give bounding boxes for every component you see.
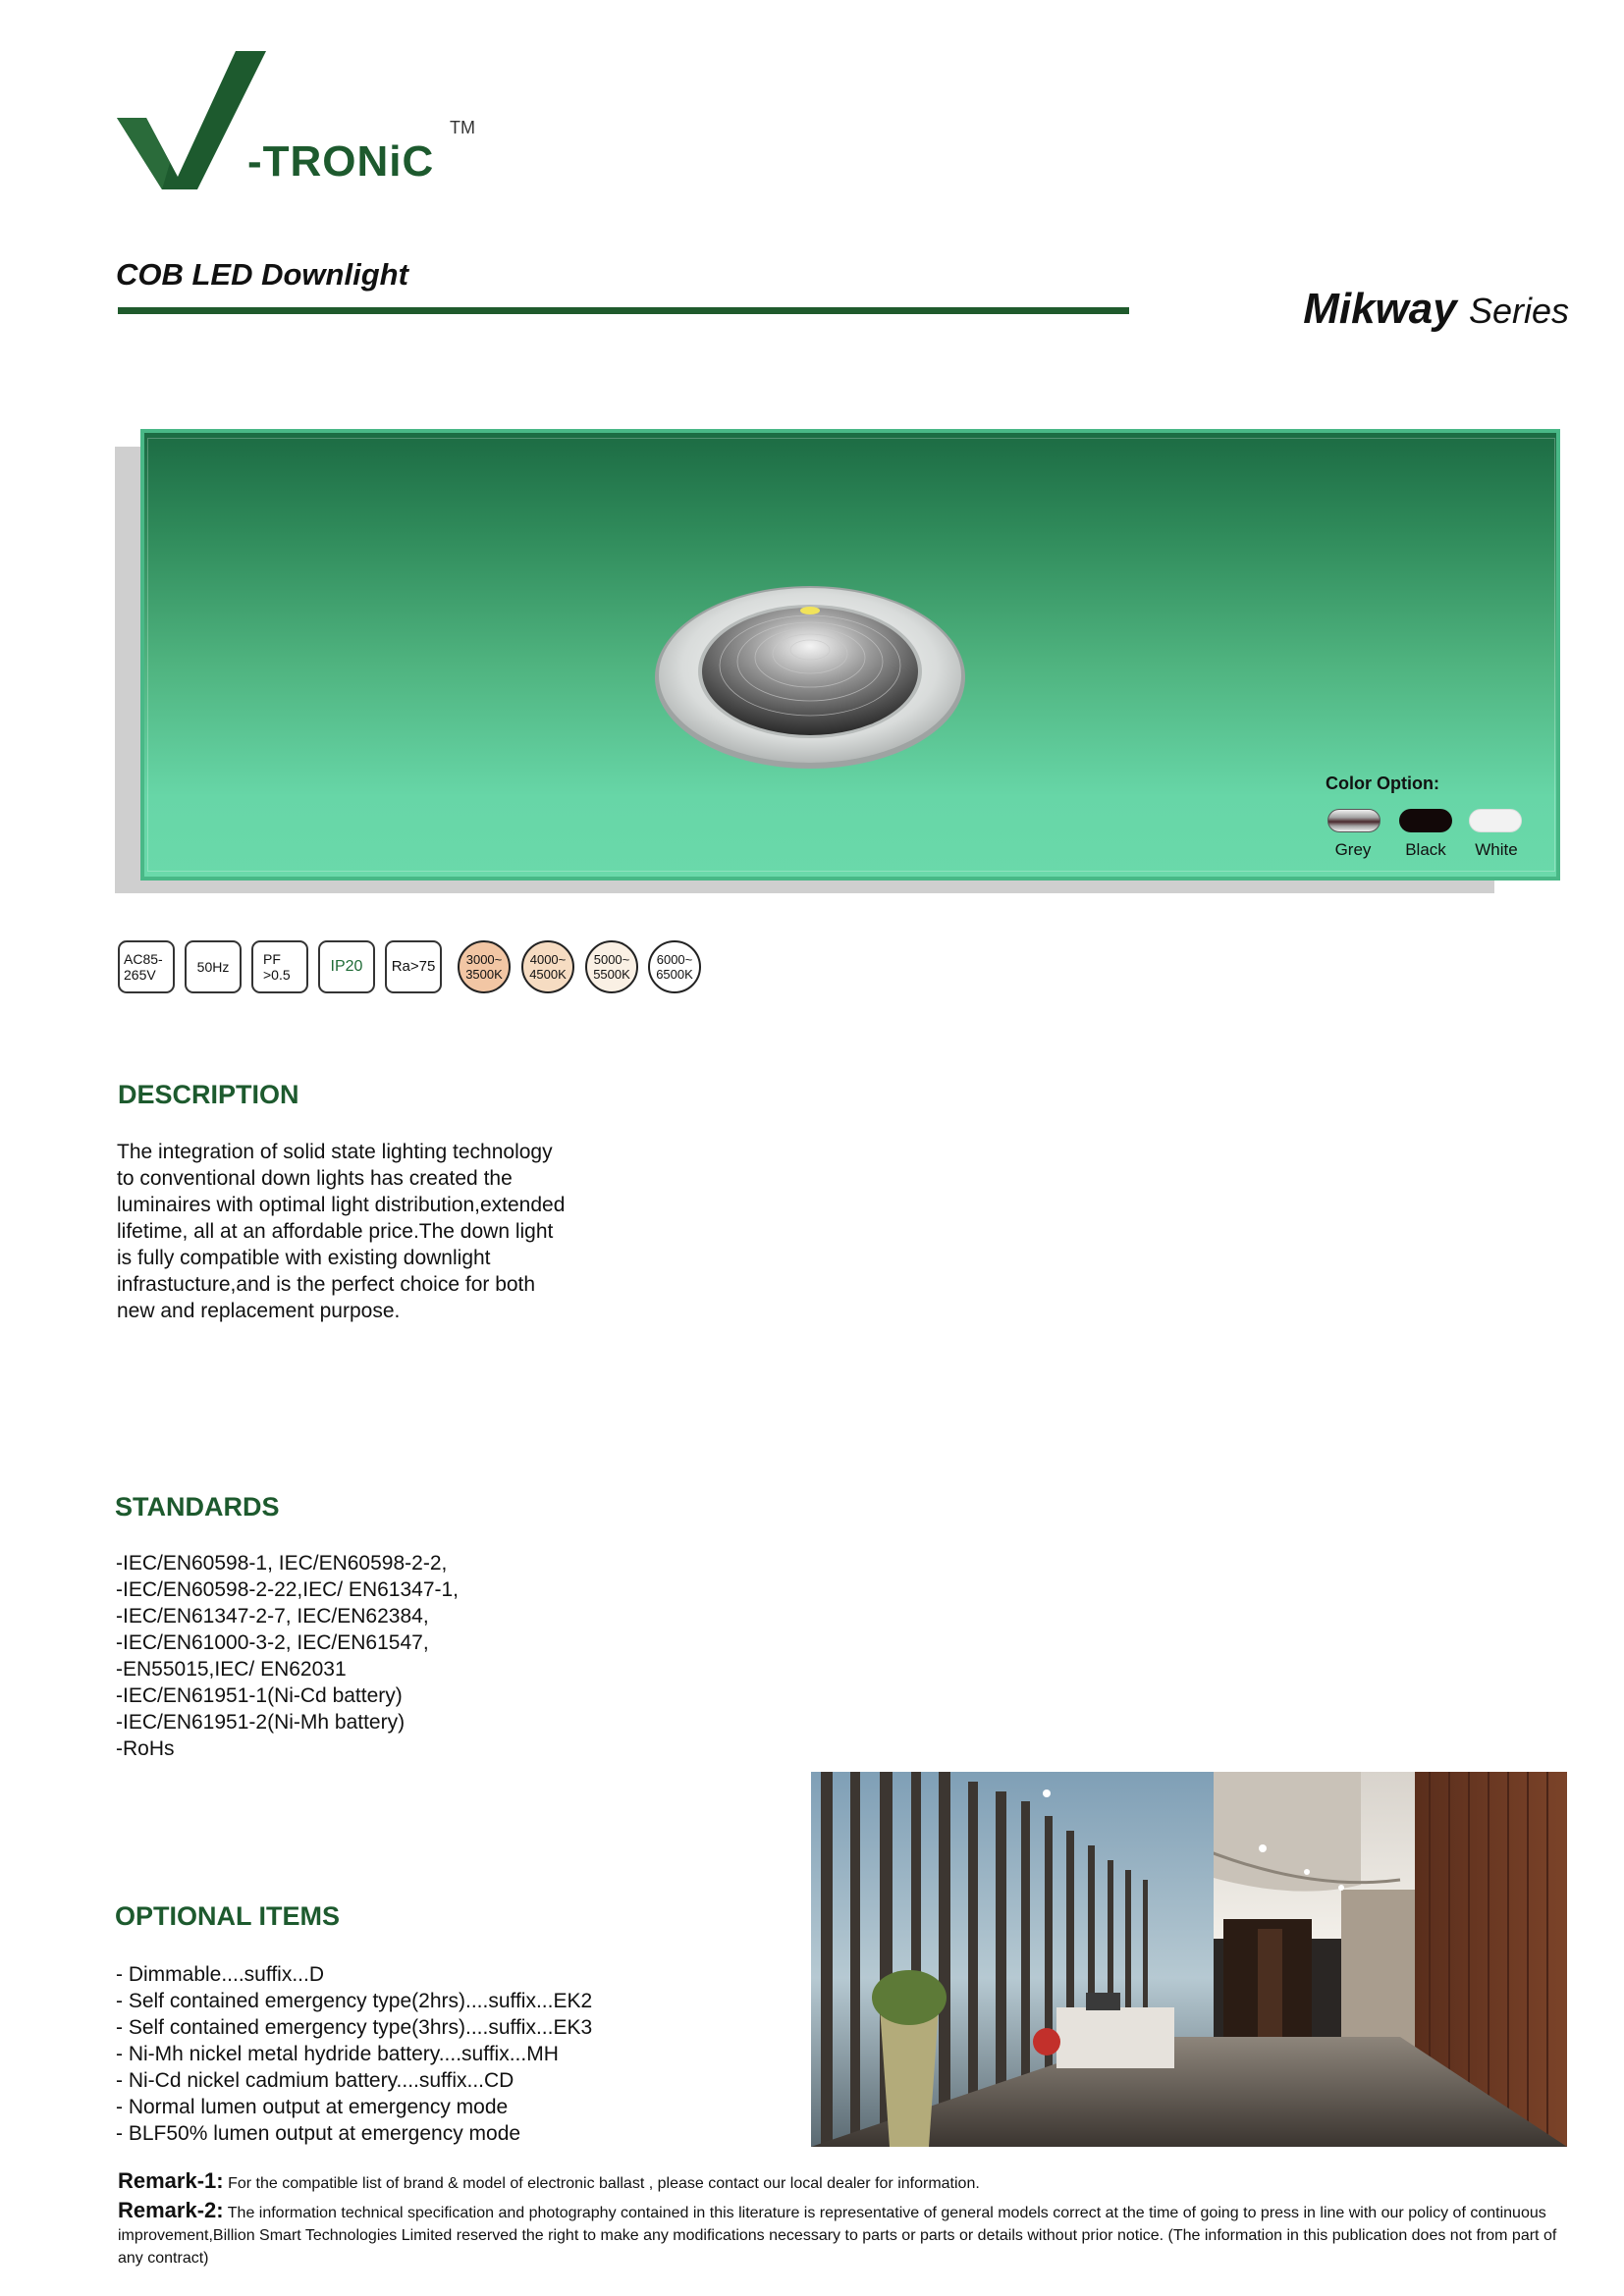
header-divider (118, 307, 1129, 314)
cct-6000k-icon (648, 940, 701, 993)
color-swatch-black (1399, 809, 1452, 832)
brand-logo-checkmark (113, 47, 270, 192)
description-line: to conventional down lights has created the (117, 1167, 513, 1190)
standards-item: -RoHs (116, 1737, 175, 1760)
power-factor-spec-icon (251, 940, 308, 993)
optional-item: - Ni-Cd nickel cadmium battery....suffix...CD (116, 2069, 514, 2092)
optional-item: - Self contained emergency type(2hrs)....suffix...EK2 (116, 1990, 593, 2012)
product-type-title: COB LED Downlight (116, 257, 408, 292)
description-line: The integration of solid state lighting technology (117, 1141, 553, 1163)
spec-line: AC85- (124, 951, 163, 967)
spec-line: 265V (124, 967, 156, 983)
optional-item: - Self contained emergency type(3hrs)....suffix...EK3 (116, 2016, 593, 2039)
cct-line: 5500K (593, 967, 630, 982)
spec-line: IP20 (330, 958, 363, 975)
remark-2-text: The information technical specification and photography contained in this literature is representative of general models correct at the time of going to press in line with our policy of continuous improvement,Billion Smart Technologies Limited reserved the right to make any modifications necessary to parts or parts or details without prior notice. (The information in this publication does not from part of any contract) (118, 2205, 1557, 2267)
color-label-grey: Grey (1334, 840, 1372, 859)
standards-item: -IEC/EN60598-1, IEC/EN60598-2-2, (116, 1552, 448, 1575)
description-line: is fully compatible with existing downlight (117, 1247, 491, 1269)
series-title (1303, 285, 1569, 334)
description-line: luminaires with optimal light distribution,extended (117, 1194, 566, 1216)
standards-item: -EN55015,IEC/ EN62031 (116, 1658, 347, 1681)
spec-line: Ra>75 (391, 958, 436, 975)
remark-2-label: Remark-2: (118, 2198, 224, 2222)
lobby-interior-photo (811, 1772, 1567, 2147)
standards-item: -IEC/EN61347-2-7, IEC/EN62384, (116, 1605, 429, 1628)
remark-1-label: Remark-1: (118, 2168, 224, 2193)
optional-item: - Dimmable....suffix...D (116, 1963, 324, 1986)
cct-line: 3000~ (465, 952, 503, 967)
standards-item: -IEC/EN61951-1(Ni-Cd battery) (116, 1684, 403, 1707)
optional-item: - Ni-Mh nickel metal hydride battery....suffix...MH (116, 2043, 559, 2065)
spec-line: PF (263, 951, 281, 967)
color-swatch-white (1469, 809, 1522, 832)
cct-3000k-icon (458, 940, 511, 993)
ip-rating-spec-icon (318, 940, 375, 993)
cct-line: 5000~ (593, 952, 630, 967)
standards-item: -IEC/EN60598-2-22,IEC/ EN61347-1, (116, 1578, 460, 1601)
description-line: infrastucture,and is the perfect choice for both (117, 1273, 536, 1296)
cct-line: 4500K (529, 967, 567, 982)
optional-items-heading: OPTIONAL ITEMS (115, 1901, 341, 1931)
standards-heading: STANDARDS (115, 1492, 280, 1522)
color-label-black: Black (1405, 840, 1446, 859)
description-line: lifetime, all at an affordable price.The down light (117, 1220, 554, 1243)
optional-item: - Normal lumen output at emergency mode (116, 2096, 509, 2118)
standards-item: -IEC/EN61000-3-2, IEC/EN61547, (116, 1631, 429, 1654)
frequency-spec-icon (185, 940, 242, 993)
series-suffix: Series (1468, 291, 1569, 331)
color-option-label: Color Option: (1326, 774, 1439, 793)
description-text (117, 1139, 565, 1324)
cct-line: 6500K (656, 967, 693, 982)
description-heading: DESCRIPTION (118, 1080, 299, 1109)
standards-item: -IEC/EN61951-2(Ni-Mh battery) (116, 1711, 406, 1734)
brand-name: -TRONiC (247, 137, 435, 186)
remark-2 (118, 2199, 1571, 2269)
standards-list (116, 1550, 459, 1762)
color-swatch-grey (1327, 809, 1380, 832)
remark-1 (118, 2169, 1571, 2195)
downlight-product-image (653, 581, 967, 773)
cct-line: 6000~ (656, 952, 693, 967)
voltage-spec-icon (118, 940, 175, 993)
description-line: new and replacement purpose. (117, 1300, 401, 1322)
cri-spec-icon (385, 940, 442, 993)
trademark-mark: TM (450, 118, 475, 137)
cct-line: 3500K (465, 967, 503, 982)
color-label-white: White (1475, 840, 1518, 859)
cct-4000k-icon (521, 940, 574, 993)
cct-line: 4000~ (529, 952, 567, 967)
series-name: Mikway (1303, 285, 1457, 333)
optional-items-list (116, 1961, 592, 2147)
spec-line: 50Hz (196, 959, 230, 975)
remark-1-text: For the compatible list of brand & model of electronic ballast , please contact our local dealer for information. (228, 2175, 980, 2192)
cct-5000k-icon (585, 940, 638, 993)
spec-line: >0.5 (263, 967, 291, 983)
optional-item: - BLF50% lumen output at emergency mode (116, 2122, 521, 2145)
